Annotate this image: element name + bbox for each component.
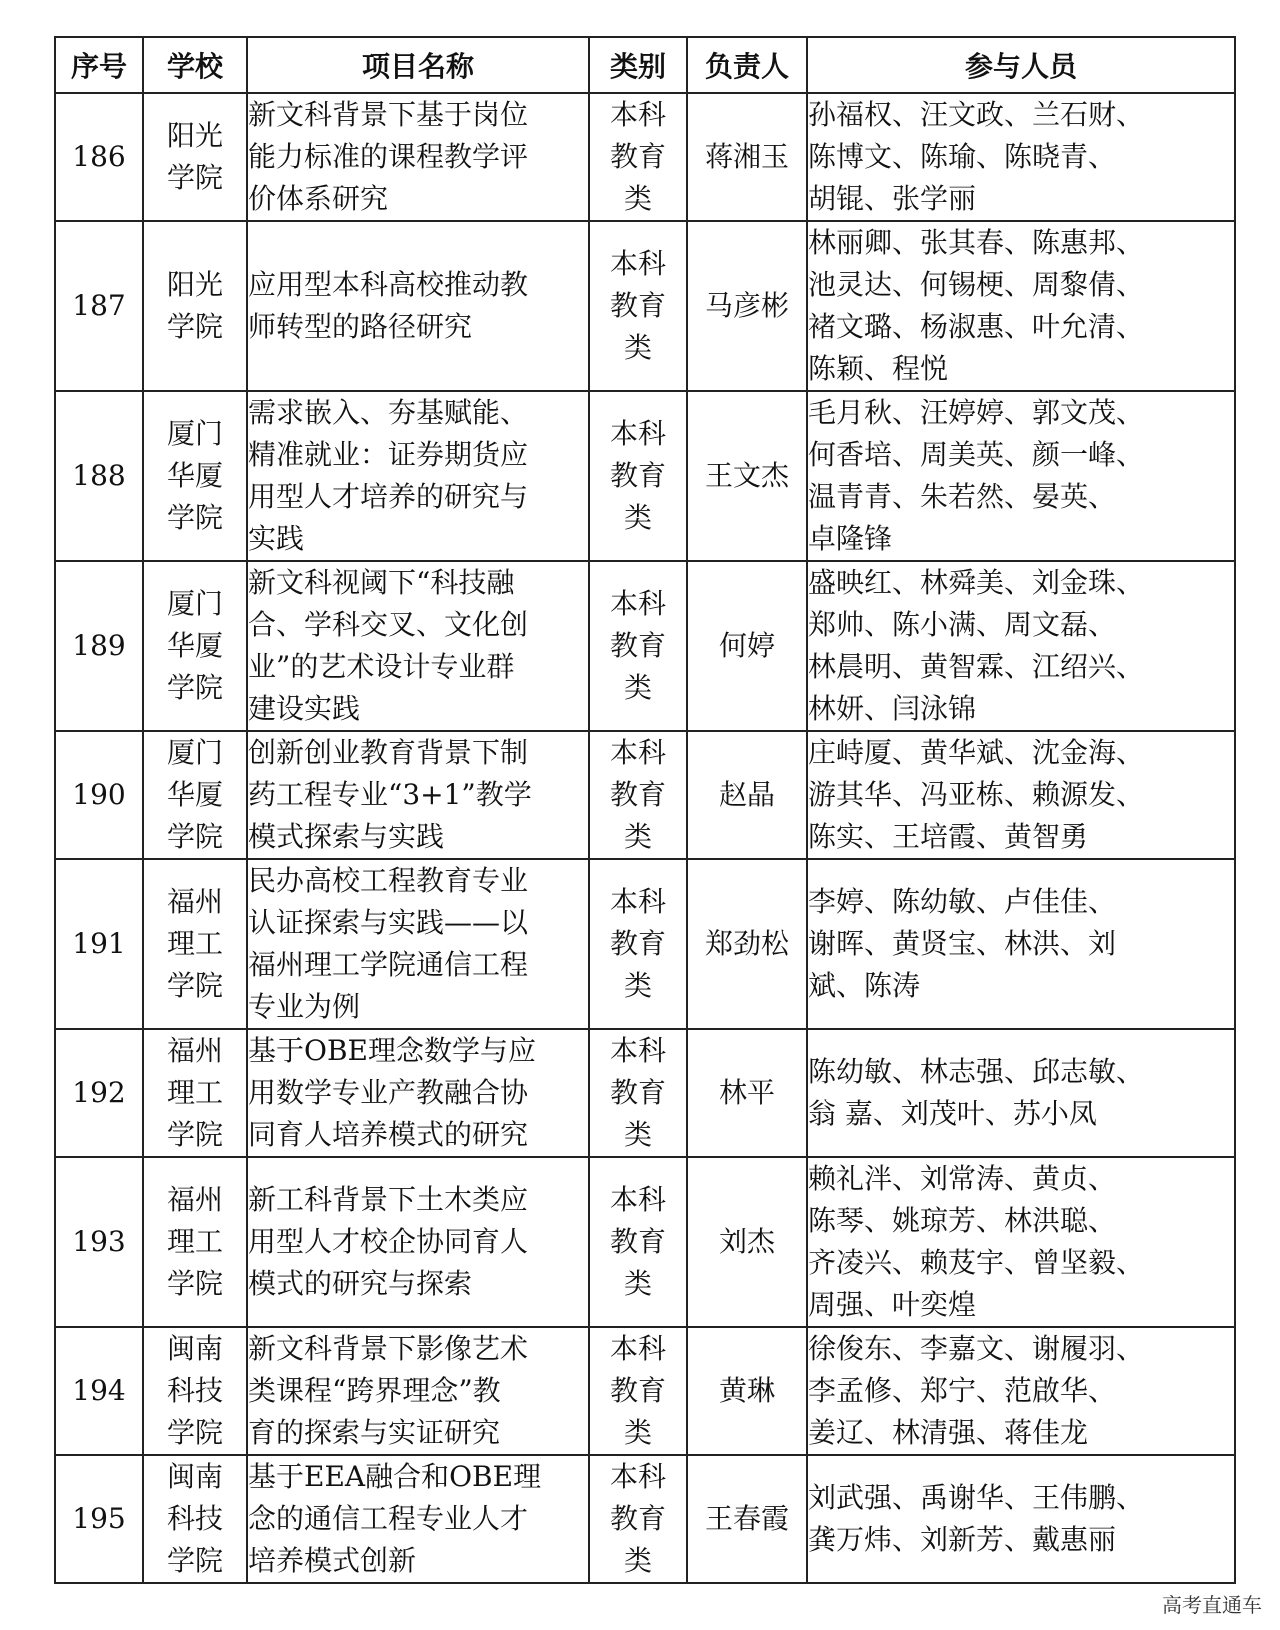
members-cell	[807, 859, 1235, 1029]
leader-cell: 赵晶	[687, 731, 807, 859]
school-cell	[143, 561, 247, 731]
project-name-cell	[247, 1455, 589, 1583]
category-cell-line: 本科	[609, 247, 666, 280]
members-cell	[807, 1455, 1235, 1583]
school-cell-line: 闽南	[166, 1460, 223, 1493]
header-members: 参与人员	[807, 37, 1235, 93]
members-cell	[807, 221, 1235, 391]
project-name-cell-line: 福州理工学院通信工程	[248, 948, 529, 981]
members-cell-line: 斌、陈涛	[808, 969, 921, 1002]
project-name-cell-line: 新文科视阈下“科技融	[248, 566, 515, 599]
project-name-cell-line: 精准就业：证券期货应	[248, 438, 529, 471]
members-cell-line: 陈博文、陈瑜、陈晓青、	[808, 140, 1117, 173]
members-cell-line: 温青青、朱若然、晏英、	[808, 480, 1117, 513]
table-row	[55, 391, 1235, 561]
header-school: 学校	[143, 37, 247, 93]
row-number: 190	[55, 731, 143, 859]
category-cell	[589, 561, 687, 731]
members-cell-line: 陈颖、程悦	[808, 352, 949, 385]
school-cell-line: 学院	[166, 501, 223, 534]
category-cell-line: 教育	[609, 1374, 666, 1407]
members-cell	[807, 731, 1235, 859]
school-cell-line: 学院	[166, 969, 223, 1002]
school-cell-line: 阳光	[166, 268, 223, 301]
category-cell	[589, 859, 687, 1029]
members-cell-line: 游其华、冯亚栋、赖源发、	[808, 778, 1145, 811]
project-name-cell	[247, 859, 589, 1029]
school-cell	[143, 1327, 247, 1455]
category-cell-line: 类	[623, 331, 652, 364]
project-name-cell-line: 需求嵌入、夯基赋能、	[248, 396, 529, 429]
school-cell-line: 厦门	[166, 417, 223, 450]
category-cell-line: 教育	[609, 1076, 666, 1109]
members-cell-line: 徐俊东、李嘉文、谢履羽、	[808, 1332, 1145, 1365]
header-category: 类别	[589, 37, 687, 93]
project-name-cell-line: 应用型本科高校推动教	[248, 268, 529, 301]
project-name-cell-line: 模式的研究与探索	[248, 1267, 473, 1300]
leader-cell: 林平	[687, 1029, 807, 1157]
members-cell-line: 孙福权、汪文政、兰石财、	[808, 98, 1145, 131]
school-cell	[143, 1029, 247, 1157]
watermark: 高考直通车	[1162, 1593, 1262, 1617]
leader-cell: 郑劲松	[687, 859, 807, 1029]
table-row	[55, 221, 1235, 391]
category-cell-line: 类	[623, 1544, 652, 1577]
leader-cell: 刘杰	[687, 1157, 807, 1327]
table-row	[55, 731, 1235, 859]
project-name-cell	[247, 1029, 589, 1157]
project-name-cell-line: 用数学专业产教融合协	[248, 1076, 529, 1109]
project-name-cell-line: 民办高校工程教育专业	[248, 864, 529, 897]
category-cell	[589, 221, 687, 391]
project-name-cell-line: 能力标准的课程教学评	[248, 140, 529, 173]
row-number: 186	[55, 93, 143, 221]
school-cell-line: 华厦	[166, 629, 223, 662]
school-cell	[143, 1455, 247, 1583]
category-cell-line: 教育	[609, 1225, 666, 1258]
members-cell-line: 盛映红、林舜美、刘金珠、	[808, 566, 1145, 599]
project-name-cell	[247, 1327, 589, 1455]
category-cell-line: 教育	[609, 289, 666, 322]
school-cell-line: 学院	[166, 1118, 223, 1151]
members-cell-line: 周强、叶奕煌	[808, 1288, 977, 1321]
project-name-cell-line: 认证探索与实践——以	[248, 906, 529, 939]
school-cell-line: 福州	[166, 885, 223, 918]
members-cell-line: 李孟修、郑宁、范啟华、	[808, 1374, 1117, 1407]
members-cell	[807, 561, 1235, 731]
project-name-cell	[247, 221, 589, 391]
members-cell-line: 庄峙厦、黄华斌、沈金海、	[808, 736, 1145, 769]
members-cell-line: 林丽卿、张其春、陈惠邦、	[808, 226, 1145, 259]
members-cell-line: 胡锟、张学丽	[808, 182, 977, 215]
school-cell-line: 科技	[166, 1374, 223, 1407]
project-name-cell-line: 业”的艺术设计专业群	[248, 650, 515, 683]
members-cell	[807, 1327, 1235, 1455]
project-name-cell	[247, 93, 589, 221]
school-cell-line: 华厦	[166, 459, 223, 492]
members-cell	[807, 1029, 1235, 1157]
school-cell-line: 阳光	[166, 119, 223, 152]
project-table	[54, 36, 1236, 1584]
school-cell	[143, 221, 247, 391]
row-number: 191	[55, 859, 143, 1029]
project-name-cell-line: 师转型的路径研究	[248, 310, 473, 343]
category-cell-line: 本科	[609, 98, 666, 131]
table-row	[55, 93, 1235, 221]
category-cell	[589, 1157, 687, 1327]
category-cell-line: 类	[623, 1416, 652, 1449]
project-name-cell	[247, 391, 589, 561]
table-row	[55, 859, 1235, 1029]
school-cell-line: 学院	[166, 820, 223, 853]
project-name-cell-line: 创新创业教育背景下制	[248, 736, 529, 769]
members-cell-line: 刘武强、禹谢华、王伟鹏、	[808, 1481, 1145, 1514]
school-cell	[143, 731, 247, 859]
leader-cell: 何婷	[687, 561, 807, 731]
category-cell-line: 本科	[609, 885, 666, 918]
leader-cell: 马彦彬	[687, 221, 807, 391]
header-project: 项目名称	[247, 37, 589, 93]
school-cell-line: 学院	[166, 671, 223, 704]
school-cell-line: 理工	[166, 927, 223, 960]
category-cell-line: 本科	[609, 1332, 666, 1365]
category-cell-line: 本科	[609, 1460, 666, 1493]
project-name-cell-line: 育的探索与实证研究	[248, 1416, 501, 1449]
leader-cell: 蒋湘玉	[687, 93, 807, 221]
header-no: 序号	[55, 37, 143, 93]
members-cell-line: 池灵达、何锡梗、周黎倩、	[808, 268, 1145, 301]
school-cell-line: 闽南	[166, 1332, 223, 1365]
members-cell-line: 毛月秋、汪婷婷、郭文茂、	[808, 396, 1145, 429]
category-cell-line: 类	[623, 182, 652, 215]
row-number: 193	[55, 1157, 143, 1327]
members-cell-line: 陈实、王培霞、黄智勇	[808, 820, 1089, 853]
members-cell-line: 何香培、周美英、颜一峰、	[808, 438, 1145, 471]
members-cell-line: 齐凌兴、赖芨宇、曾坚毅、	[808, 1246, 1145, 1279]
table-body	[55, 93, 1235, 1583]
project-name-cell-line: 实践	[248, 522, 305, 555]
leader-cell: 黄琳	[687, 1327, 807, 1455]
project-name-cell-line: 基于OBE理念数学与应	[248, 1034, 536, 1067]
category-cell	[589, 391, 687, 561]
category-cell	[589, 1029, 687, 1157]
category-cell-line: 本科	[609, 417, 666, 450]
row-number: 195	[55, 1455, 143, 1583]
table-row	[55, 561, 1235, 731]
members-cell-line: 谢晖、黄贤宝、林洪、刘	[808, 927, 1117, 960]
row-number: 194	[55, 1327, 143, 1455]
members-cell-line: 姜辽、林清强、蒋佳龙	[808, 1416, 1089, 1449]
school-cell-line: 厦门	[166, 736, 223, 769]
project-name-cell-line: 用型人才培养的研究与	[248, 480, 529, 513]
category-cell-line: 教育	[609, 778, 666, 811]
category-cell-line: 类	[623, 820, 652, 853]
project-name-cell-line: 用型人才校企协同育人	[248, 1225, 529, 1258]
category-cell-line: 本科	[609, 1034, 666, 1067]
school-cell-line: 学院	[166, 310, 223, 343]
table-row	[55, 1455, 1235, 1583]
members-cell-line: 龚万炜、刘新芳、戴惠丽	[808, 1523, 1117, 1556]
category-cell-line: 教育	[609, 459, 666, 492]
members-cell-line: 翁 嘉、刘茂叶、苏小凤	[808, 1097, 1097, 1130]
project-name-cell-line: 合、学科交叉、文化创	[248, 608, 529, 641]
school-cell	[143, 1157, 247, 1327]
project-name-cell-line: 药工程专业“3+1”教学	[248, 778, 532, 811]
category-cell-line: 教育	[609, 1502, 666, 1535]
school-cell-line: 科技	[166, 1502, 223, 1535]
project-name-cell-line: 专业为例	[248, 990, 361, 1023]
members-cell-line: 卓隆锋	[808, 522, 893, 555]
category-cell-line: 本科	[609, 736, 666, 769]
row-number: 192	[55, 1029, 143, 1157]
project-name-cell	[247, 561, 589, 731]
table-row	[55, 1327, 1235, 1455]
school-cell	[143, 93, 247, 221]
members-cell-line: 林妍、闫泳锦	[808, 692, 977, 725]
members-cell-line: 陈琴、姚琼芳、林洪聪、	[808, 1204, 1117, 1237]
category-cell-line: 本科	[609, 1183, 666, 1216]
school-cell	[143, 859, 247, 1029]
members-cell-line: 赖礼泮、刘常涛、黄贞、	[808, 1162, 1117, 1195]
project-name-cell-line: 念的通信工程专业人才	[248, 1502, 529, 1535]
category-cell	[589, 731, 687, 859]
leader-cell: 王文杰	[687, 391, 807, 561]
row-number: 187	[55, 221, 143, 391]
school-cell-line: 学院	[166, 161, 223, 194]
members-cell-line: 李婷、陈幼敏、卢佳佳、	[808, 885, 1117, 918]
header-row	[55, 37, 1235, 93]
project-name-cell-line: 新文科背景下基于岗位	[248, 98, 529, 131]
members-cell-line: 林晨明、黄智霖、江绍兴、	[808, 650, 1145, 683]
category-cell-line: 教育	[609, 927, 666, 960]
project-name-cell-line: 新工科背景下土木类应	[248, 1183, 529, 1216]
school-cell-line: 福州	[166, 1034, 223, 1067]
project-name-cell-line: 价体系研究	[248, 182, 389, 215]
school-cell-line: 厦门	[166, 587, 223, 620]
school-cell-line: 华厦	[166, 778, 223, 811]
project-name-cell	[247, 1157, 589, 1327]
members-cell-line: 陈幼敏、林志强、邱志敏、	[808, 1055, 1145, 1088]
project-name-cell-line: 类课程“跨界理念”教	[248, 1374, 501, 1407]
members-cell	[807, 93, 1235, 221]
members-cell-line: 郑帅、陈小满、周文磊、	[808, 608, 1117, 641]
project-name-cell-line: 同育人培养模式的研究	[248, 1118, 529, 1151]
category-cell	[589, 1327, 687, 1455]
members-cell	[807, 1157, 1235, 1327]
school-cell-line: 福州	[166, 1183, 223, 1216]
category-cell	[589, 1455, 687, 1583]
row-number: 189	[55, 561, 143, 731]
school-cell-line: 学院	[166, 1267, 223, 1300]
school-cell-line: 学院	[166, 1544, 223, 1577]
members-cell-line: 褚文璐、杨淑惠、叶允清、	[808, 310, 1145, 343]
category-cell-line: 类	[623, 1267, 652, 1300]
category-cell-line: 类	[623, 1118, 652, 1151]
project-name-cell-line: 培养模式创新	[248, 1544, 417, 1577]
school-cell	[143, 391, 247, 561]
school-cell-line: 学院	[166, 1416, 223, 1449]
category-cell-line: 教育	[609, 140, 666, 173]
school-cell-line: 理工	[166, 1076, 223, 1109]
category-cell-line: 本科	[609, 587, 666, 620]
category-cell-line: 教育	[609, 629, 666, 662]
project-name-cell-line: 基于EEA融合和OBE理	[248, 1460, 542, 1493]
members-cell	[807, 391, 1235, 561]
project-name-cell	[247, 731, 589, 859]
school-cell-line: 理工	[166, 1225, 223, 1258]
table-row	[55, 1029, 1235, 1157]
category-cell-line: 类	[623, 671, 652, 704]
project-name-cell-line: 建设实践	[248, 692, 361, 725]
table-row	[55, 1157, 1235, 1327]
row-number: 188	[55, 391, 143, 561]
project-name-cell-line: 新文科背景下影像艺术	[248, 1332, 529, 1365]
category-cell-line: 类	[623, 969, 652, 1002]
header-leader: 负责人	[687, 37, 807, 93]
project-name-cell-line: 模式探索与实践	[248, 820, 445, 853]
category-cell-line: 类	[623, 501, 652, 534]
category-cell	[589, 93, 687, 221]
leader-cell: 王春霞	[687, 1455, 807, 1583]
